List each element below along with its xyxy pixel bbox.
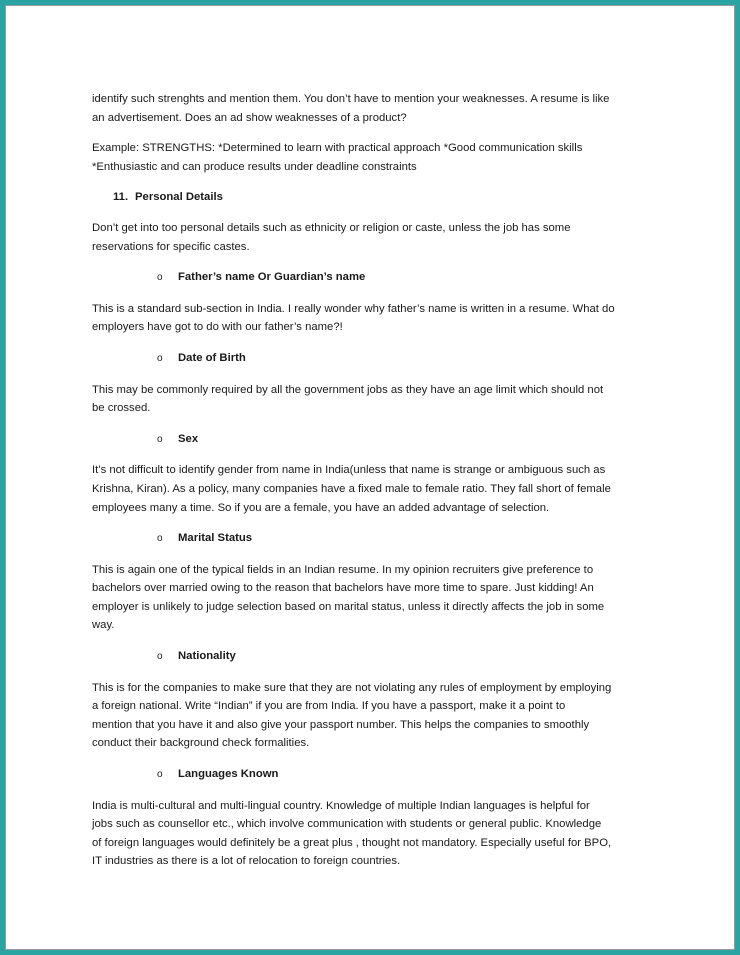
subheading-title: Sex	[178, 432, 199, 445]
paragraph-marital-status: This is again one of the typical fields in an Indian resume. In my opinion recruiters give preference to bachelors over married owing to the reason that bachelors have more time to spare. Just kidding! An employer is unlikely to judge selection based on marital status, unless it directly affects the job in some way.	[92, 563, 605, 632]
paragraph-nationality: This is for the companies to make sure that they are not violating any rules of employment by employing a foreign national. Write “Indian” if you are from India. If you have a passport, make it a point to mention that you have it and also give your passport number. This helps the companies to smoothly conduct their background check formalities.	[92, 681, 612, 750]
subheading-title: Marital Status	[178, 532, 253, 545]
bullet-icon: o	[157, 352, 163, 364]
document-body	[92, 90, 662, 883]
subheading-title: Nationality	[178, 650, 236, 663]
subheading-nationality	[92, 647, 662, 667]
bullet-icon: o	[157, 272, 163, 284]
section-heading-personal-details	[92, 188, 662, 207]
subheading-fathers-name	[92, 268, 662, 288]
paragraph-fathers-name: This is a standard sub-section in India. I really wonder why father’s name is written in a resume. What do employers have got to do with our father’s name?!	[92, 302, 615, 334]
paragraph-sex: It’s not difficult to identify gender from name in India(unless that name is strange or ambiguous such as Krishna, Kiran). As a policy, many companies have a fixed male to female ratio. They fall short of female employees many a time. So if you are a female, you have an added advantage of selection.	[92, 464, 611, 514]
bullet-icon: o	[157, 533, 163, 545]
subheading-title: Languages Known	[178, 768, 279, 781]
paragraph-date-of-birth: This may be commonly required by all the government jobs as they have an age limit which should not be crossed.	[92, 383, 604, 415]
paragraph-strengths-example: Example: STRENGTHS: *Determined to learn with practical approach *Good communication skills *Enthusiastic and can produce results under deadline constraints	[92, 142, 583, 173]
subheading-title: Father’s name Or Guardian’s name	[178, 271, 366, 284]
paragraph-personal-details-intro: Don’t get into too personal details such as ethnicity or religion or caste, unless the job has some reservations for specific castes.	[92, 221, 571, 253]
subheading-date-of-birth	[92, 349, 662, 369]
subheading-title: Date of Birth	[178, 351, 246, 364]
paragraph-languages-known: India is multi-cultural and multi-lingual country. Knowledge of multiple Indian languages is helpful for jobs such as counsellor etc., which involve communication with students or general public. Knowledge of foreign languages would definitely be a great plus , thought not mandatory. Especially useful for BPO, IT industries as there is a lot of relocation to foreign countries.	[92, 799, 612, 868]
section-title: Personal Details	[135, 191, 223, 204]
subheading-marital-status	[92, 529, 662, 549]
document-page	[5, 5, 735, 950]
bullet-icon: o	[157, 433, 163, 445]
bullet-icon: o	[157, 651, 163, 663]
bullet-icon: o	[157, 769, 163, 781]
paragraph-strengths-advice: identify such strenghts and mention them. You don’t have to mention your weaknesses. A resume is like an advertisement. Does an ad show weaknesses of a product?	[92, 93, 610, 124]
section-number: 11.	[113, 191, 129, 204]
subheading-sex	[92, 430, 662, 450]
subheading-languages-known	[92, 765, 662, 785]
